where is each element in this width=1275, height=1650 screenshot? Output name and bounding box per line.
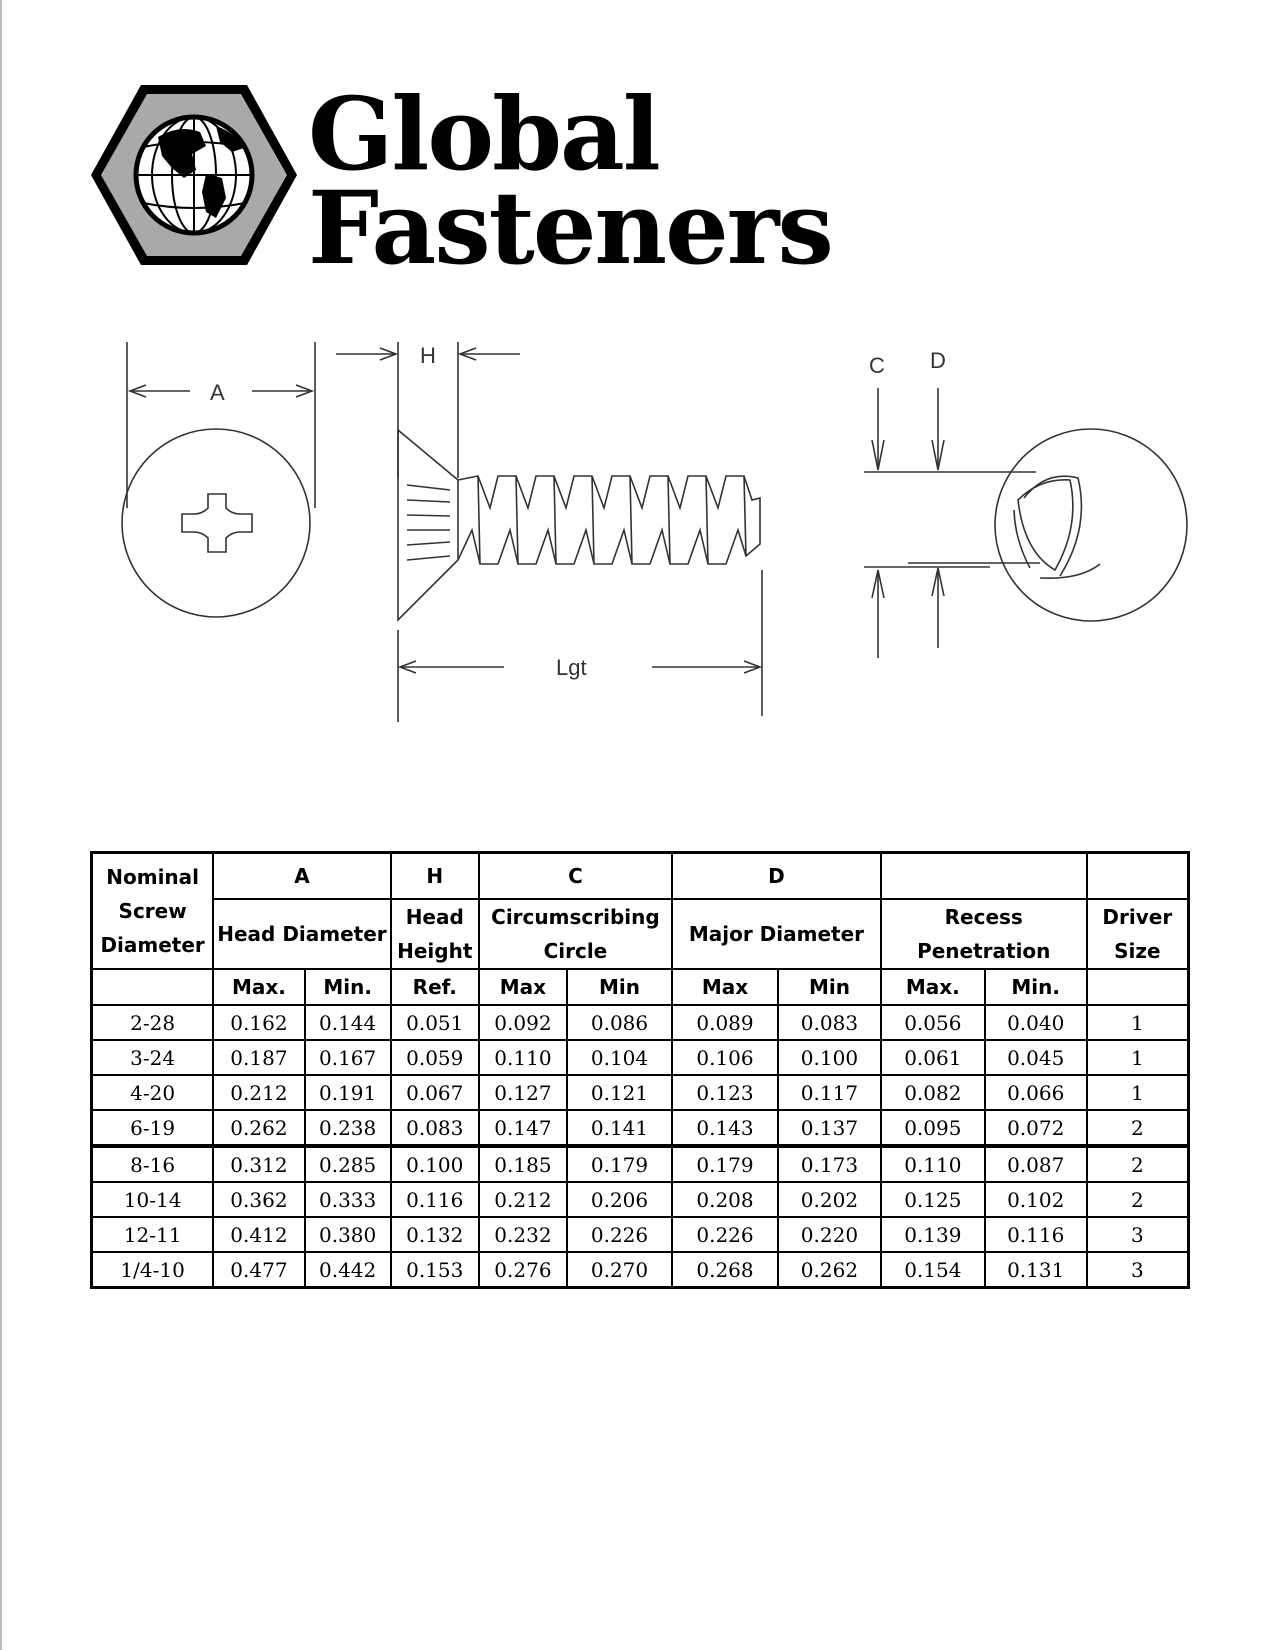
table-cell: 0.179 xyxy=(567,1146,672,1182)
subheader-blank xyxy=(92,969,214,1005)
subheader-6: Min xyxy=(778,969,881,1005)
table-cell: 0.270 xyxy=(567,1252,672,1288)
group-header-d: D xyxy=(672,853,881,900)
table-cell: 0.185 xyxy=(479,1146,567,1182)
table-cell: 0.187 xyxy=(213,1040,304,1075)
table-cell: 0.125 xyxy=(881,1182,985,1217)
table-cell: 0.362 xyxy=(213,1182,304,1217)
table-cell: 0.116 xyxy=(985,1217,1087,1252)
table-cell: 2 xyxy=(1087,1110,1189,1146)
table-cell: 0.056 xyxy=(881,1005,985,1040)
table-cell: 0.100 xyxy=(391,1146,479,1182)
table-row xyxy=(92,1252,1189,1288)
table-cell: 0.333 xyxy=(305,1182,391,1217)
subheader-0: Max. xyxy=(213,969,304,1005)
nominal-size-cell: 12-11 xyxy=(92,1217,214,1252)
table-cell: 3 xyxy=(1087,1217,1189,1252)
table-cell: 0.285 xyxy=(305,1146,391,1182)
subheader-8: Min. xyxy=(985,969,1087,1005)
table-cell: 0.083 xyxy=(778,1005,881,1040)
table-cell: 1 xyxy=(1087,1040,1189,1075)
table-cell: 0.268 xyxy=(672,1252,778,1288)
table-cell: 0.141 xyxy=(567,1110,672,1146)
table-row xyxy=(92,1182,1189,1217)
subheader-3: Max xyxy=(479,969,567,1005)
table-cell: 2 xyxy=(1087,1182,1189,1217)
group-header-recess xyxy=(881,853,1087,900)
table-row xyxy=(92,1110,1189,1146)
table-row xyxy=(92,1005,1189,1040)
group-header-h: H xyxy=(391,853,479,900)
nominal-size-cell: 3-24 xyxy=(92,1040,214,1075)
table-cell: 0.110 xyxy=(881,1146,985,1182)
table-cell: 0.220 xyxy=(778,1217,881,1252)
table-cell: 0.162 xyxy=(213,1005,304,1040)
brand-name-line-1: Global xyxy=(308,75,659,193)
table-cell: 0.086 xyxy=(567,1005,672,1040)
recess-penetration-header: Recess Penetration xyxy=(881,899,1087,969)
table-cell: 0.087 xyxy=(985,1146,1087,1182)
table-cell: 0.123 xyxy=(672,1075,778,1110)
table-cell: 0.083 xyxy=(391,1110,479,1146)
table-row xyxy=(92,1146,1189,1182)
table-cell: 0.072 xyxy=(985,1110,1087,1146)
table-cell: 0.412 xyxy=(213,1217,304,1252)
table-cell: 0.380 xyxy=(305,1217,391,1252)
subheader-row xyxy=(92,969,1189,1005)
table-cell: 0.117 xyxy=(778,1075,881,1110)
table-cell: 0.132 xyxy=(391,1217,479,1252)
table-cell: 0.226 xyxy=(567,1217,672,1252)
table-cell: 0.191 xyxy=(305,1075,391,1110)
diagram-label-d: D xyxy=(930,348,946,373)
table-cell: 0.477 xyxy=(213,1252,304,1288)
table-cell: 0.131 xyxy=(985,1252,1087,1288)
table-cell: 0.173 xyxy=(778,1146,881,1182)
table-cell: 0.312 xyxy=(213,1146,304,1182)
table-cell: 0.051 xyxy=(391,1005,479,1040)
screw-dimension-diagram xyxy=(80,330,1200,750)
table-cell: 0.040 xyxy=(985,1005,1087,1040)
table-cell: 0.167 xyxy=(305,1040,391,1075)
nominal-size-cell: 6-19 xyxy=(92,1110,214,1146)
table-cell: 0.061 xyxy=(881,1040,985,1075)
spec-table-body xyxy=(92,1005,1189,1288)
table-cell: 0.116 xyxy=(391,1182,479,1217)
table-cell: 0.208 xyxy=(672,1182,778,1217)
nominal-size-cell: 10-14 xyxy=(92,1182,214,1217)
table-cell: 0.092 xyxy=(479,1005,567,1040)
diagram-label-lgt: Lgt xyxy=(556,655,587,680)
table-cell: 0.082 xyxy=(881,1075,985,1110)
table-cell: 0.066 xyxy=(985,1075,1087,1110)
table-cell: 0.106 xyxy=(672,1040,778,1075)
table-cell: 0.206 xyxy=(567,1182,672,1217)
table-cell: 0.212 xyxy=(213,1075,304,1110)
table-row xyxy=(92,1075,1189,1110)
table-cell: 0.110 xyxy=(479,1040,567,1075)
table-cell: 0.442 xyxy=(305,1252,391,1288)
nominal-size-cell: 1/4-10 xyxy=(92,1252,214,1288)
table-cell: 0.144 xyxy=(305,1005,391,1040)
table-cell: 2 xyxy=(1087,1146,1189,1182)
major-diameter-header: Major Diameter xyxy=(672,899,881,969)
table-cell: 0.127 xyxy=(479,1075,567,1110)
table-cell: 0.147 xyxy=(479,1110,567,1146)
table-cell: 1 xyxy=(1087,1075,1189,1110)
table-cell: 0.095 xyxy=(881,1110,985,1146)
table-cell: 0.153 xyxy=(391,1252,479,1288)
table-cell: 1 xyxy=(1087,1005,1189,1040)
table-cell: 0.212 xyxy=(479,1182,567,1217)
diagram-label-a: A xyxy=(210,380,225,405)
nominal-size-cell: 2-28 xyxy=(92,1005,214,1040)
table-cell: 0.067 xyxy=(391,1075,479,1110)
table-cell: 0.045 xyxy=(985,1040,1087,1075)
table-cell: 0.232 xyxy=(479,1217,567,1252)
table-cell: 0.238 xyxy=(305,1110,391,1146)
page-edge-line xyxy=(0,0,2,1650)
table-cell: 0.226 xyxy=(672,1217,778,1252)
table-cell: 0.276 xyxy=(479,1252,567,1288)
table-cell: 0.102 xyxy=(985,1182,1087,1217)
table-cell: 0.179 xyxy=(672,1146,778,1182)
nominal-screw-diameter-header: Nominal Screw Diameter xyxy=(92,853,214,970)
table-cell: 0.154 xyxy=(881,1252,985,1288)
table-cell: 0.139 xyxy=(881,1217,985,1252)
table-cell: 0.089 xyxy=(672,1005,778,1040)
circumscribing-circle-header: Circumscribing Circle xyxy=(479,899,672,969)
nominal-size-cell: 4-20 xyxy=(92,1075,214,1110)
subheader-7: Max. xyxy=(881,969,985,1005)
group-header-driver xyxy=(1087,853,1189,900)
table-row xyxy=(92,1040,1189,1075)
diagram-label-h: H xyxy=(420,343,436,368)
table-cell: 0.100 xyxy=(778,1040,881,1075)
head-diameter-header: Head Diameter xyxy=(213,899,390,969)
group-header-c: C xyxy=(479,853,672,900)
brand-name-line-2: Fasteners xyxy=(308,169,832,287)
table-cell: 0.143 xyxy=(672,1110,778,1146)
globe-hexagon-logo xyxy=(88,82,300,268)
table-cell: 3 xyxy=(1087,1252,1189,1288)
table-cell: 0.121 xyxy=(567,1075,672,1110)
nominal-size-cell: 8-16 xyxy=(92,1146,214,1182)
table-cell: 0.262 xyxy=(213,1110,304,1146)
table-cell: 0.202 xyxy=(778,1182,881,1217)
subheader-2: Ref. xyxy=(391,969,479,1005)
subheader-5: Max xyxy=(672,969,778,1005)
table-cell: 0.104 xyxy=(567,1040,672,1075)
subheader-4: Min xyxy=(567,969,672,1005)
table-cell: 0.059 xyxy=(391,1040,479,1075)
table-row xyxy=(92,1217,1189,1252)
group-header-a: A xyxy=(213,853,390,900)
subheader-1: Min. xyxy=(305,969,391,1005)
driver-size-header: Driver Size xyxy=(1087,899,1189,969)
diagram-label-c: C xyxy=(869,353,885,378)
table-cell: 0.137 xyxy=(778,1110,881,1146)
table-cell: 0.262 xyxy=(778,1252,881,1288)
head-height-header: Head Height xyxy=(391,899,479,969)
screw-spec-table xyxy=(90,851,1190,1289)
subheader-9 xyxy=(1087,969,1189,1005)
